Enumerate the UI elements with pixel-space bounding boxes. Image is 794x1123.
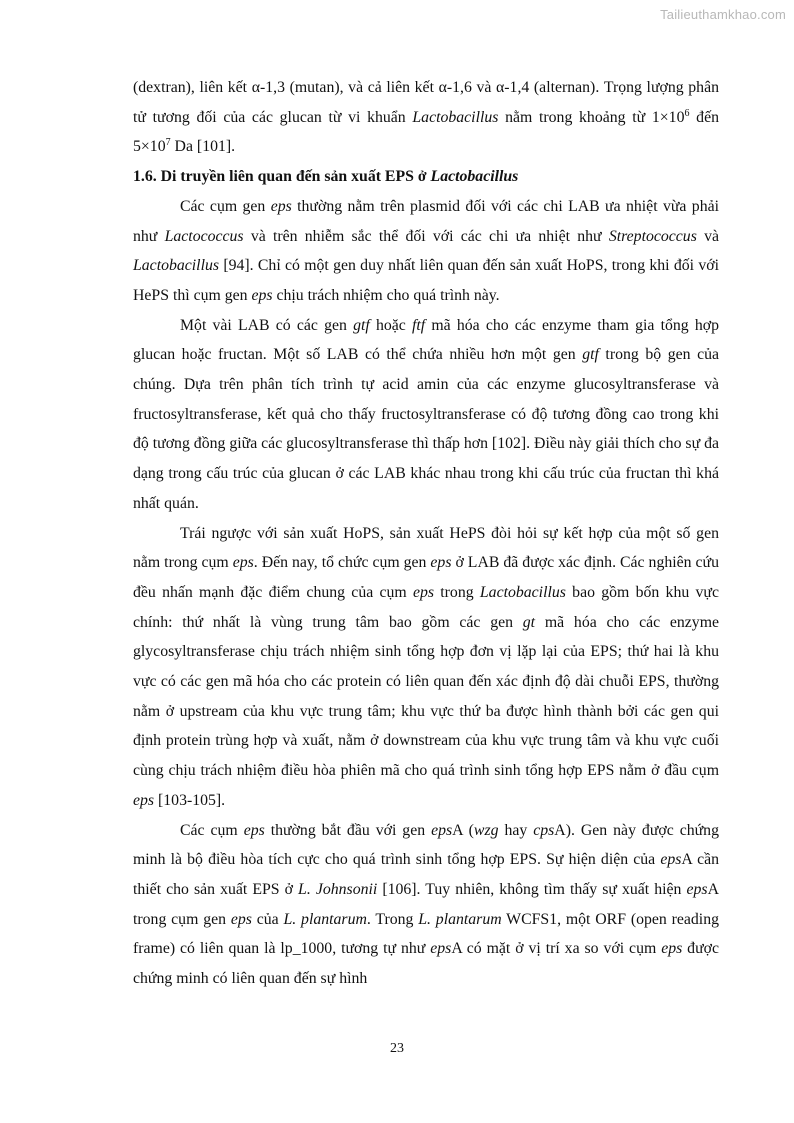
- paragraph-gtf-ftf: Một vài LAB có các gen gtf hoặc ftf mã hóa cho các enzyme tham gia tổng hợp glucan hoặc fructan. Một số LAB có thể chứa nhiều hơn một gen gtf trong bộ gen của chúng. Dựa trên phân tích trình tự acid amin của các enzyme glucosyltransferase và fructosyltransferase, kết quả cho thấy fructosyltransferase có độ tương đồng cao trong khi độ tương đồng giữa các glucosyltransferase thì thấp hơn [102]. Điều này giải thích cho sự đa dạng trong cấu trúc của glucan ở các LAB khác nhau trong khi cấu trúc của fructan thì khá nhất quán.: [133, 316, 720, 512]
- section-heading: 1.6. Di truyền liên quan đến sản xuất EPS ở Lactobacillus: [133, 168, 519, 186]
- paragraph-heps-production: Trái ngược với sản xuất HoPS, sản xuất HePS đòi hỏi sự kết hợp của một số gen nằm trong cụm eps. Đến nay, tổ chức cụm gen eps ở LAB đã được xác định. Các nghiên cứu đều nhấn mạnh đặc điểm chung của cụm eps trong Lactobacillus bao gồm bốn khu vực chính: thứ nhất là vùng trung tâm bao gồm các gen gt mã hóa cho các enzyme glycosyltransferase chịu trách nhiệm sinh tổng hợp đơn vị lặp lại của EPS; thứ hai là khu vực có các gen mã hóa cho các protein có liên quan đến xác định độ dài chuỗi EPS, thường nằm ở upstream của khu vực trung tâm; khu vực thứ ba được hình thành bởi các gen qui định protein trùng hợp và xuất, nằm ở downstream của khu vực trung tâm và khu vực cuối cùng chịu trách nhiệm điều hòa phiên mã cho quá trình sinh tổng hợp EPS nằm ở đầu cụm eps [103-105].: [133, 524, 719, 809]
- paragraph-eps-clusters: Các cụm gen eps thường nằm trên plasmid đối với các chi LAB ưa nhiệt vừa phải như Lactococcus và trên nhiễm sắc thể đối với các chi ưa nhiệt như Streptococcus và Lactobacillus [94]. Chỉ có một gen duy nhất liên quan đến sản xuất HoPS, trong khi đối với HePS thì cụm gen eps chịu trách nhiệm cho quá trình này.: [133, 197, 719, 304]
- paragraph-epsa-gene: Các cụm eps thường bắt đầu với gen epsA (wzg hay cpsA). Gen này được chứng minh là bộ điều hòa tích cực cho quá trình sinh tổng hợp EPS. Sự hiện diện của epsA cần thiết cho sản xuất EPS ở L. Johnsonii [106]. Tuy nhiên, không tìm thấy sự xuất hiện epsA trong cụm gen eps của L. plantarum. Trong L. plantarum WCFS1, một ORF (open reading frame) có liên quan là lp_1000, tương tự như epsA có mặt ở vị trí xa so với cụm eps được chứng minh có liên quan đến sự hình: [133, 821, 719, 988]
- page-body: [133, 73, 719, 994]
- page-number: 23: [390, 1041, 404, 1056]
- paragraph-intro: (dextran), liên kết α-1,3 (mutan), và cả liên kết α-1,6 và α-1,4 (alternan). Trọng lượng phân tử tương đối của các glucan từ vi khuẩn Lactobacillus nằm trong khoảng từ $1\times 10^6$ đến $5\times 10^7$ Da [101].: [133, 79, 719, 156]
- watermark: Tailieuthamkhao.com: [660, 7, 786, 22]
